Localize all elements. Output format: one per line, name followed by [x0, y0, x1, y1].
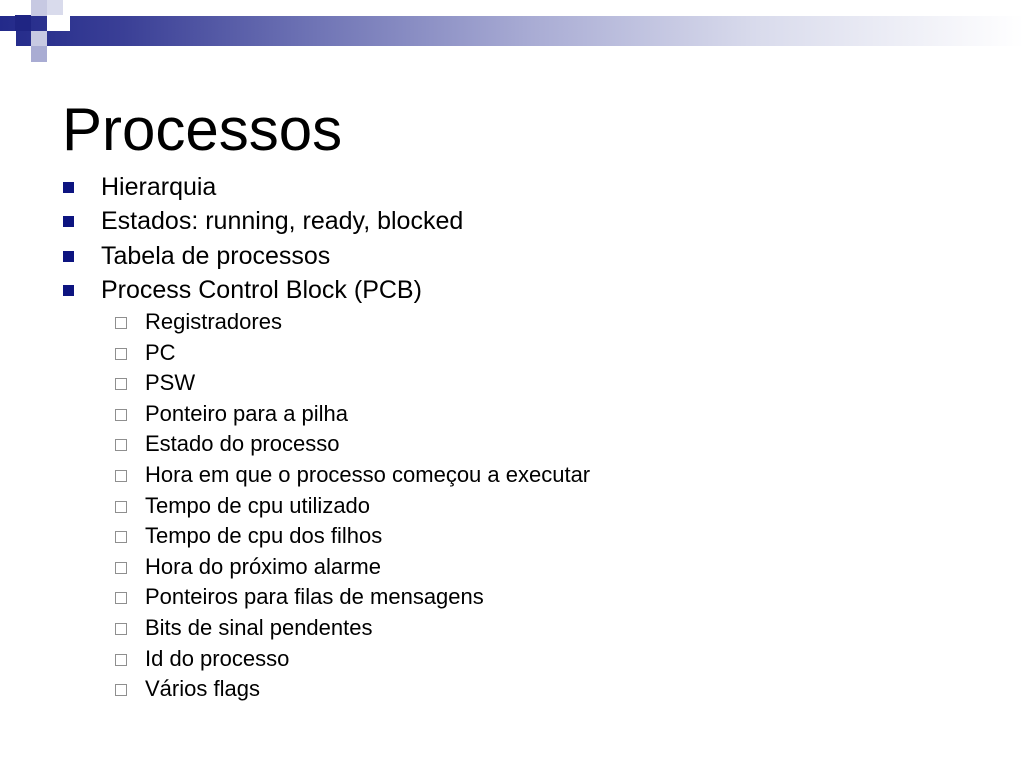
hollow-square-bullet-icon — [115, 654, 127, 666]
sub-bullet-item — [115, 368, 590, 399]
hollow-square-bullet-icon — [115, 501, 127, 513]
sub-bullet-text: Bits de sinal pendentes — [145, 614, 373, 640]
bullet-text: Hierarquia — [101, 173, 217, 201]
hollow-square-bullet-icon — [115, 439, 127, 451]
sub-bullet-item — [115, 674, 590, 705]
decorative-square — [15, 15, 31, 31]
decorative-square — [47, 0, 63, 16]
sub-bullet-item — [115, 613, 590, 644]
square-bullet-icon — [63, 182, 74, 193]
sub-bullet-text: Hora em que o processo começou a executar — [145, 461, 591, 487]
sub-bullet-item — [115, 338, 590, 369]
sub-bullet-text: Estado do processo — [145, 431, 340, 457]
hollow-square-bullet-icon — [115, 684, 127, 696]
bullet-text: Estados: running, ready, blocked — [101, 207, 464, 236]
hollow-square-bullet-icon — [115, 592, 127, 604]
square-bullet-icon — [63, 251, 74, 262]
hollow-square-bullet-icon — [115, 470, 127, 482]
sub-bullet-text: Id do processo — [145, 645, 290, 671]
decorative-square — [62, 15, 70, 31]
hollow-square-bullet-icon — [115, 317, 127, 329]
hollow-square-bullet-icon — [115, 623, 127, 635]
bullet-text: Process Control Block (PCB) — [101, 275, 422, 304]
sub-bullet-text: Hora do próximo alarme — [145, 553, 381, 579]
decorative-square — [47, 15, 63, 31]
hollow-square-bullet-icon — [115, 531, 127, 543]
sub-bullet-text: Vários flags — [145, 676, 260, 702]
sub-bullet-text: Tempo de cpu dos filhos — [145, 523, 383, 549]
sub-bullet-item — [115, 644, 590, 675]
slide-title: Processos — [62, 96, 343, 163]
sub-bullet-item — [115, 399, 590, 430]
sub-bullet-text: PC — [145, 339, 176, 365]
hollow-square-bullet-icon — [115, 378, 127, 390]
bullet-list — [62, 170, 463, 307]
hollow-square-bullet-icon — [115, 562, 127, 574]
sub-bullet-item — [115, 552, 590, 583]
sub-bullet-text: PSW — [145, 370, 196, 396]
decorative-square — [0, 31, 16, 47]
sub-bullet-text: Ponteiro para a pilha — [145, 400, 349, 426]
sub-bullet-item — [115, 521, 590, 552]
sub-bullet-text: Tempo de cpu utilizado — [145, 492, 371, 518]
sub-bullet-text: Registradores — [145, 309, 282, 334]
bullet-text: Tabela de processos — [101, 241, 331, 270]
bullet-item — [62, 204, 463, 238]
sub-bullet-item — [115, 582, 590, 613]
decorative-square — [31, 0, 47, 16]
sub-bullet-item — [115, 307, 590, 338]
sub-bullet-list — [115, 307, 590, 705]
square-bullet-icon — [63, 216, 74, 227]
bullet-item — [62, 239, 463, 273]
bullet-item — [62, 170, 463, 204]
hollow-square-bullet-icon — [115, 348, 127, 360]
square-bullet-icon — [63, 285, 74, 296]
sub-bullet-item — [115, 460, 590, 491]
sub-bullet-item — [115, 429, 590, 460]
bullet-item — [62, 273, 463, 307]
header-gradient-bar — [0, 16, 1024, 46]
sub-bullet-text: Ponteiros para filas de mensagens — [145, 584, 484, 610]
decorative-square — [31, 46, 47, 62]
decorative-square — [31, 31, 47, 47]
hollow-square-bullet-icon — [115, 409, 127, 421]
sub-bullet-item — [115, 491, 590, 522]
